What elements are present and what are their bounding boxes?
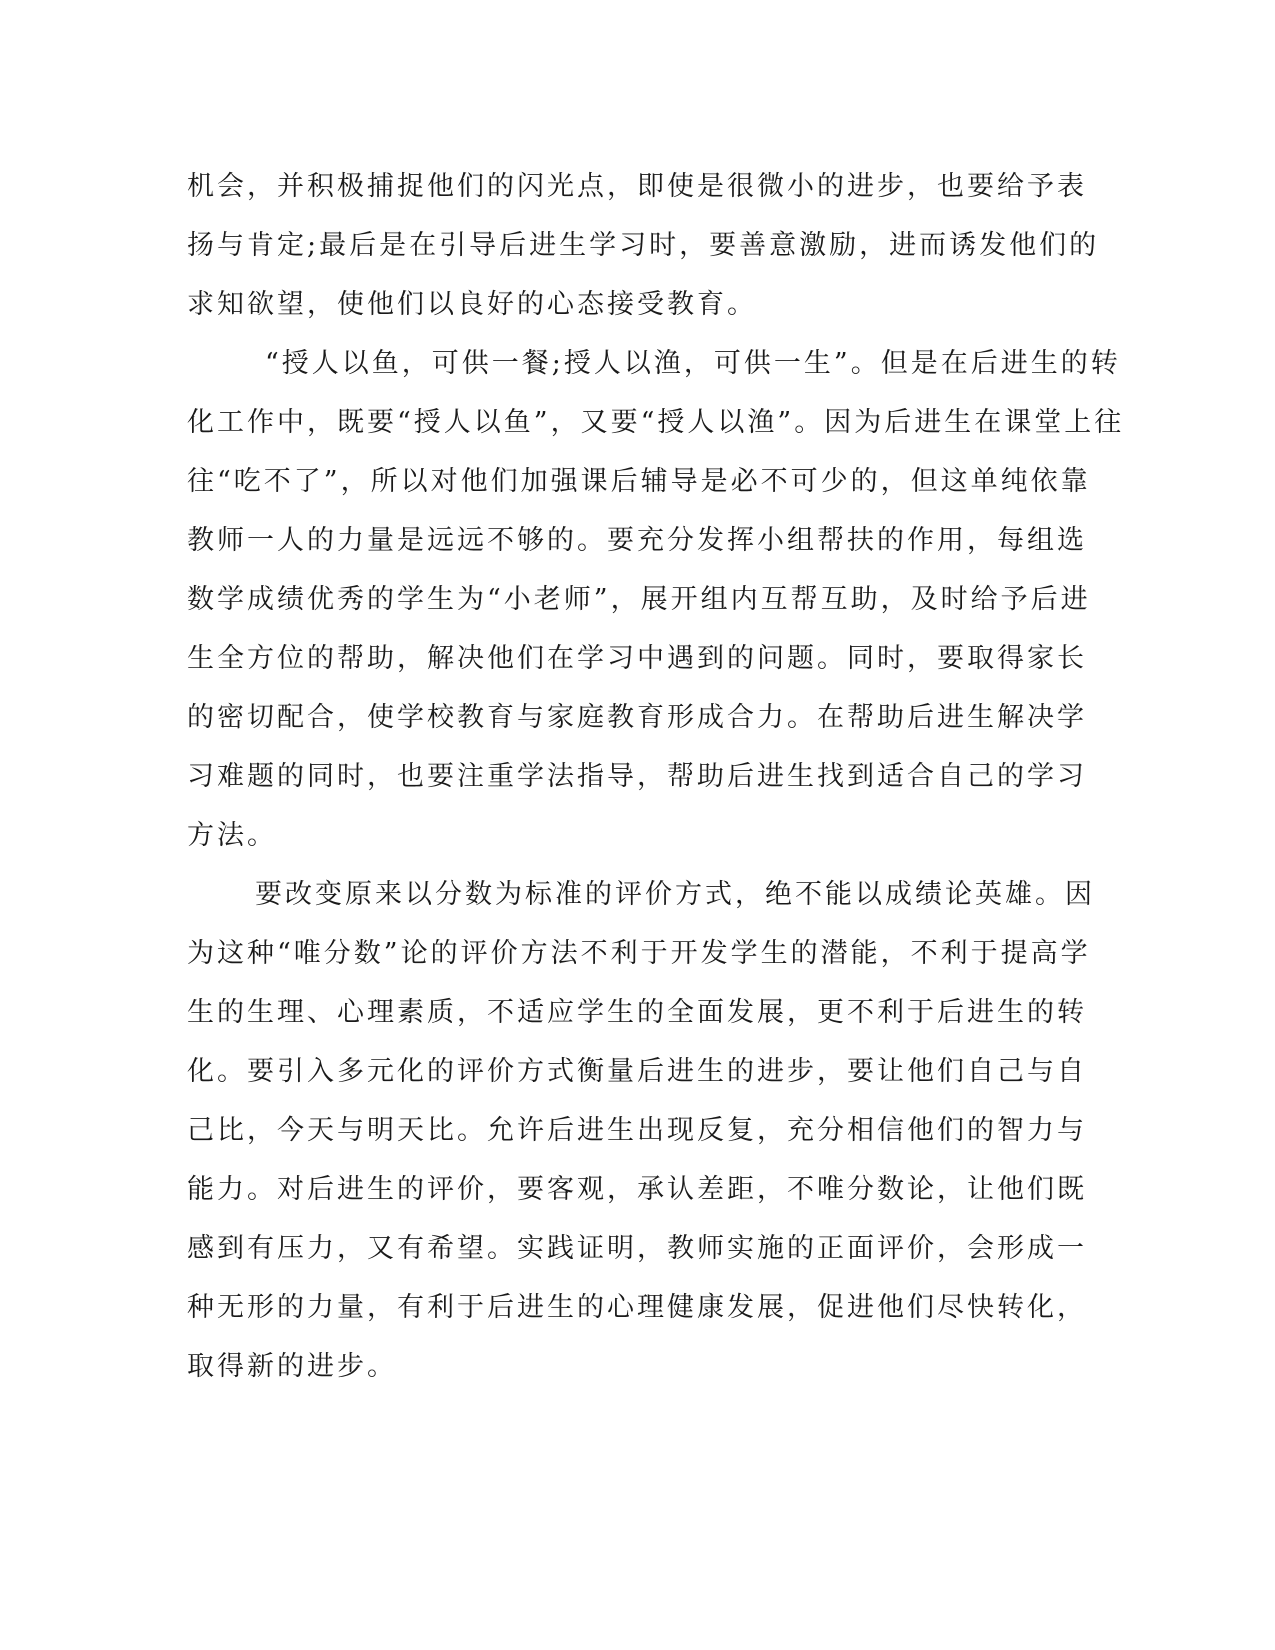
paragraph-3-line: 己比，今天与明天比。允许后进生出现反复，充分相信他们的智力与 (187, 1115, 1087, 1146)
paragraph-2-line: 教师一人的力量是远远不够的。要充分发挥小组帮扶的作用，每组选 (187, 525, 1087, 556)
paragraph-3-line: 要改变原来以分数为标准的评价方式，绝不能以成绩论英雄。因 (255, 879, 1095, 910)
paragraph-2-line: 方法。 (187, 820, 277, 851)
paragraph-3-line: 能力。对后进生的评价，要客观，承认差距，不唯分数论，让他们既 (187, 1174, 1087, 1205)
paragraph-3-line: 为这种“唯分数”论的评价方法不利于开发学生的潜能，不利于提高学 (187, 938, 1091, 969)
paragraph-3-line: 化。要引入多元化的评价方式衡量后进生的进步，要让他们自己与自 (187, 1056, 1087, 1087)
paragraph-3-line: 种无形的力量，有利于后进生的心理健康发展，促进他们尽快转化， (187, 1292, 1087, 1323)
paragraph-2-line: 往“吃不了”，所以对他们加强课后辅导是必不可少的，但这单纯依靠 (187, 466, 1091, 497)
paragraph-3-line: 感到有压力，又有希望。实践证明，教师实施的正面评价，会形成一 (187, 1233, 1087, 1264)
document-body (187, 157, 1125, 1396)
paragraph-2 (187, 334, 1125, 865)
paragraph-3-line: 生的生理、心理素质，不适应学生的全面发展，更不利于后进生的转 (187, 997, 1087, 1028)
paragraph-1-line: 求知欲望，使他们以良好的心态接受教育。 (187, 289, 757, 320)
paragraph-1-line: 机会，并积极捕捉他们的闪光点，即使是很微小的进步，也要给予表 (187, 171, 1087, 202)
paragraph-3-line: 取得新的进步。 (187, 1351, 397, 1382)
paragraph-2-line: “授人以鱼，可供一餐;授人以渔，可供一生”。但是在后进生的转 (265, 348, 1121, 379)
paragraph-3 (187, 865, 1095, 1396)
paragraph-2-line: 生全方位的帮助，解决他们在学习中遇到的问题。同时，要取得家长 (187, 643, 1087, 674)
paragraph-2-line: 化工作中，既要“授人以鱼”，又要“授人以渔”。因为后进生在课堂上往 (187, 407, 1125, 438)
paragraph-2-line: 习难题的同时，也要注重学法指导，帮助后进生找到适合自己的学习 (187, 761, 1087, 792)
paragraph-2-line: 数学成绩优秀的学生为“小老师”，展开组内互帮互助，及时给予后进 (187, 584, 1091, 615)
paragraph-1-line: 扬与肯定;最后是在引导后进生学习时，要善意激励，进而诱发他们的 (187, 230, 1100, 261)
paragraph-1 (187, 157, 1100, 334)
paragraph-2-line: 的密切配合，使学校教育与家庭教育形成合力。在帮助后进生解决学 (187, 702, 1087, 733)
